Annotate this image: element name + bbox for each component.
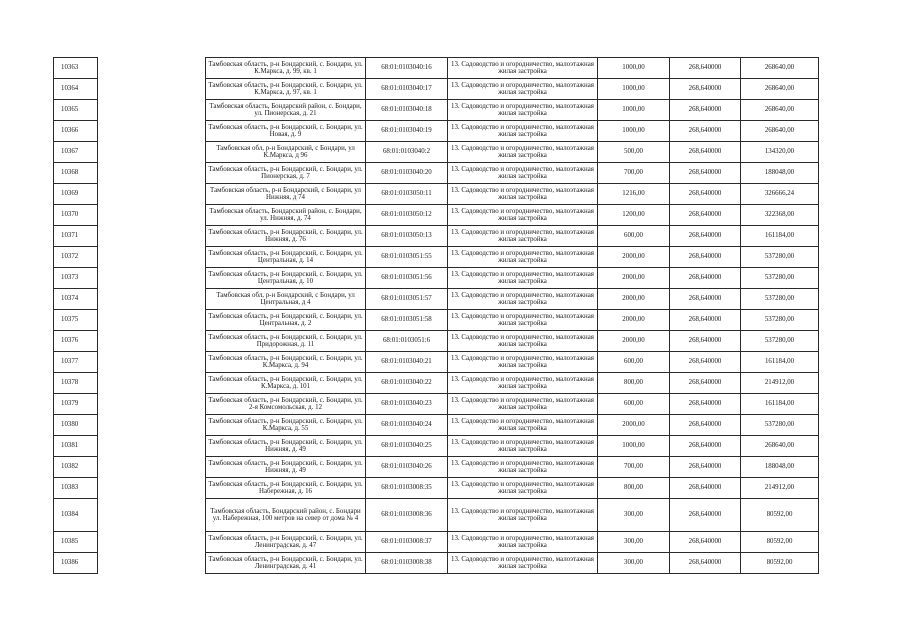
cadastral-value-cell: 161184,00 [741,226,819,247]
row-number-cell: 10383 [54,478,98,499]
row-number-cell: 10376 [54,331,98,352]
empty-gap-cell [98,121,206,142]
address-cell: Тамбовская область, р-н Бондарский, с. Бондари, ул. Ленинградская, д. 41 [206,553,366,574]
address-cell: Тамбовская область, р-н Бондарский, с. Бондари, ул. К.Маркса, д. 99, кв. 1 [206,58,366,79]
permitted-use-cell: 13. Садоводство и огородничество, малоэтажная жилая застройка [448,289,598,310]
area-cell: 700,00 [598,457,670,478]
address-cell: Тамбовская область, р-н Бондарский, с. Бондари, ул. Пионерская, д. 7 [206,163,366,184]
area-cell: 2000,00 [598,289,670,310]
empty-gap-cell [98,226,206,247]
table-row [54,394,819,415]
table-row [54,184,819,205]
area-cell: 600,00 [598,394,670,415]
empty-gap-cell [98,532,206,553]
row-number-cell: 10369 [54,184,98,205]
table-row [54,499,819,532]
specific-value-cell: 268,640000 [670,394,741,415]
area-cell: 300,00 [598,532,670,553]
table-row [54,100,819,121]
table-row [54,436,819,457]
permitted-use-cell: 13. Садоводство и огородничество, малоэтажная жилая застройка [448,247,598,268]
row-number-cell: 10378 [54,373,98,394]
specific-value-cell: 268,640000 [670,478,741,499]
specific-value-cell: 268,640000 [670,79,741,100]
specific-value-cell: 268,640000 [670,121,741,142]
row-number-cell: 10374 [54,289,98,310]
permitted-use-cell: 13. Садоводство и огородничество, малоэтажная жилая застройка [448,100,598,121]
cadastral-value-cell: 537280,00 [741,331,819,352]
cadastral-value-cell: 80592,00 [741,532,819,553]
specific-value-cell: 268,640000 [670,142,741,163]
cadastral-number-cell: 68:01:0103008:36 [366,499,448,532]
permitted-use-cell: 13. Садоводство и огородничество, малоэтажная жилая застройка [448,331,598,352]
row-number-cell: 10384 [54,499,98,532]
area-cell: 2000,00 [598,310,670,331]
empty-gap-cell [98,205,206,226]
area-cell: 1000,00 [598,121,670,142]
row-number-cell: 10363 [54,58,98,79]
row-number-cell: 10377 [54,352,98,373]
area-cell: 2000,00 [598,415,670,436]
specific-value-cell: 268,640000 [670,415,741,436]
cadastral-value-cell: 80592,00 [741,553,819,574]
cadastral-number-cell: 68:01:0103051:6 [366,331,448,352]
area-cell: 2000,00 [598,331,670,352]
address-cell: Тамбовская область, р-н Бондарский, с. Бондари, ул. К.Маркса, д. 101 [206,373,366,394]
empty-gap-cell [98,457,206,478]
cadastral-value-cell: 268640,00 [741,58,819,79]
permitted-use-cell: 13. Садоводство и огородничество, малоэтажная жилая застройка [448,478,598,499]
row-number-cell: 10375 [54,310,98,331]
row-number-cell: 10385 [54,532,98,553]
row-number-cell: 10380 [54,415,98,436]
specific-value-cell: 268,640000 [670,247,741,268]
area-cell: 1000,00 [598,79,670,100]
permitted-use-cell: 13. Садоводство и огородничество, малоэтажная жилая застройка [448,553,598,574]
cadastral-value-cell: 326666,24 [741,184,819,205]
cadastral-number-cell: 68:01:0103040:22 [366,373,448,394]
address-cell: Тамбовская область, Бондарский район, с. Бондари, ул. Нижняя, д. 74 [206,205,366,226]
cadastral-value-cell: 537280,00 [741,247,819,268]
table-row [54,205,819,226]
area-cell: 800,00 [598,478,670,499]
area-cell: 600,00 [598,226,670,247]
empty-gap-cell [98,478,206,499]
cadastral-value-cell: 268640,00 [741,79,819,100]
area-cell: 800,00 [598,373,670,394]
area-cell: 1216,00 [598,184,670,205]
table-row [54,532,819,553]
table-row [54,553,819,574]
address-cell: Тамбовская область, р-н Бондарский, с. Бондари, ул. Набережная, д. 16 [206,478,366,499]
cadastral-number-cell: 68:01:0103008:37 [366,532,448,553]
table-row [54,226,819,247]
address-cell: Тамбовская обл, р-н Бондарский, с Бондари, ул Центральная, д 4 [206,289,366,310]
cadastral-number-cell: 68:01:0103040:17 [366,79,448,100]
address-cell: Тамбовская область, р-н Бондарский, с. Бондари, ул. 2-я Комсомольская, д. 12 [206,394,366,415]
address-cell: Тамбовская область, р-н Бондарский, с. Бондари, ул. К.Маркса, д. 97, кв. 1 [206,79,366,100]
address-cell: Тамбовская область, Бондарский район, с. Бондари ул. Набережная, 100 метров на север от дома № 4 [206,499,366,532]
cadastral-number-cell: 68:01:0103051:57 [366,289,448,310]
cadastral-number-cell: 68:01:0103050:11 [366,184,448,205]
specific-value-cell: 268,640000 [670,268,741,289]
cadastral-value-cell: 268640,00 [741,436,819,457]
address-cell: Тамбовская область, р-н Бондарский, с. Бондари, ул. Новая, д. 9 [206,121,366,142]
cadastral-number-cell: 68:01:0103040:25 [366,436,448,457]
empty-gap-cell [98,331,206,352]
specific-value-cell: 268,640000 [670,373,741,394]
address-cell: Тамбовская обл, р-н Бондарский, с Бондари, ул К.Маркса, д 96 [206,142,366,163]
row-number-cell: 10382 [54,457,98,478]
empty-gap-cell [98,436,206,457]
cadastral-number-cell: 68:01:0103051:56 [366,268,448,289]
permitted-use-cell: 13. Садоводство и огородничество, малоэтажная жилая застройка [448,457,598,478]
area-cell: 1200,00 [598,205,670,226]
address-cell: Тамбовская область, р-н Бондарский, с. Бондари, ул. Ленинградская, д. 47 [206,532,366,553]
cadastral-number-cell: 68:01:0103040:23 [366,394,448,415]
empty-gap-cell [98,184,206,205]
row-number-cell: 10386 [54,553,98,574]
specific-value-cell: 268,640000 [670,331,741,352]
area-cell: 600,00 [598,352,670,373]
specific-value-cell: 268,640000 [670,163,741,184]
address-cell: Тамбовская область, р-н Бондарский, с. Бондари, ул. Нижняя, д. 76 [206,226,366,247]
table-row [54,289,819,310]
permitted-use-cell: 13. Садоводство и огородничество, малоэтажная жилая застройка [448,436,598,457]
specific-value-cell: 268,640000 [670,310,741,331]
cadastral-value-cell: 537280,00 [741,310,819,331]
table-row [54,478,819,499]
row-number-cell: 10370 [54,205,98,226]
permitted-use-cell: 13. Садоводство и огородничество, малоэтажная жилая застройка [448,205,598,226]
permitted-use-cell: 13. Садоводство и огородничество, малоэтажная жилая застройка [448,121,598,142]
cadastral-value-cell: 80592,00 [741,499,819,532]
row-number-cell: 10368 [54,163,98,184]
row-number-cell: 10381 [54,436,98,457]
table-row [54,268,819,289]
empty-gap-cell [98,289,206,310]
area-cell: 1000,00 [598,100,670,121]
permitted-use-cell: 13. Садоводство и огородничество, малоэтажная жилая застройка [448,532,598,553]
empty-gap-cell [98,268,206,289]
table-row [54,247,819,268]
permitted-use-cell: 13. Садоводство и огородничество, малоэтажная жилая застройка [448,268,598,289]
table-row [54,163,819,184]
address-cell: Тамбовская область, р-н Бондарский, с. Бондари, ул. Центральная, д. 14 [206,247,366,268]
specific-value-cell: 268,640000 [670,553,741,574]
specific-value-cell: 268,640000 [670,100,741,121]
permitted-use-cell: 13. Садоводство и огородничество, малоэтажная жилая застройка [448,79,598,100]
specific-value-cell: 268,640000 [670,289,741,310]
row-number-cell: 10365 [54,100,98,121]
table-row [54,310,819,331]
row-number-cell: 10364 [54,79,98,100]
area-cell: 500,00 [598,142,670,163]
specific-value-cell: 268,640000 [670,499,741,532]
row-number-cell: 10366 [54,121,98,142]
cadastral-number-cell: 68:01:0103051:58 [366,310,448,331]
row-number-cell: 10372 [54,247,98,268]
empty-gap-cell [98,79,206,100]
permitted-use-cell: 13. Садоводство и огородничество, малоэтажная жилая застройка [448,226,598,247]
cadastral-value-cell: 322368,00 [741,205,819,226]
cadastral-value-cell: 214912,00 [741,478,819,499]
cadastral-value-cell: 188048,00 [741,163,819,184]
cadastral-value-cell: 188048,00 [741,457,819,478]
cadastral-number-cell: 68:01:0103050:12 [366,205,448,226]
table-row [54,121,819,142]
empty-gap-cell [98,415,206,436]
permitted-use-cell: 13. Садоводство и огородничество, малоэтажная жилая застройка [448,394,598,415]
address-cell: Тамбовская область, Бондарский район, с. Бондари, ул. Пионерская, д. 21 [206,100,366,121]
cadastral-number-cell: 68:01:0103040:2 [366,142,448,163]
table-row [54,415,819,436]
cadastral-value-cell: 268640,00 [741,121,819,142]
row-number-cell: 10367 [54,142,98,163]
address-cell: Тамбовская область, р-н Бондарский, с. Бондари, ул. Центральная, д. 10 [206,268,366,289]
table-row [54,352,819,373]
specific-value-cell: 268,640000 [670,457,741,478]
area-cell: 1000,00 [598,58,670,79]
address-cell: Тамбовская область, р-н Бондарский, с. Бондари, ул. Придорожная, д. 11 [206,331,366,352]
empty-gap-cell [98,499,206,532]
permitted-use-cell: 13. Садоводство и огородничество, малоэтажная жилая застройка [448,184,598,205]
address-cell: Тамбовская область, р-н Бондарский, с Бондари, ул Нижняя, д 74 [206,184,366,205]
specific-value-cell: 268,640000 [670,532,741,553]
area-cell: 2000,00 [598,268,670,289]
empty-gap-cell [98,163,206,184]
land-registry-table [53,57,819,574]
cadastral-number-cell: 68:01:0103040:21 [366,352,448,373]
cadastral-number-cell: 68:01:0103040:26 [366,457,448,478]
table-row [54,373,819,394]
permitted-use-cell: 13. Садоводство и огородничество, малоэтажная жилая застройка [448,373,598,394]
permitted-use-cell: 13. Садоводство и огородничество, малоэтажная жилая застройка [448,310,598,331]
table-row [54,58,819,79]
table-row [54,331,819,352]
permitted-use-cell: 13. Садоводство и огородничество, малоэтажная жилая застройка [448,58,598,79]
cadastral-number-cell: 68:01:0103040:19 [366,121,448,142]
cadastral-value-cell: 161184,00 [741,394,819,415]
permitted-use-cell: 13. Садоводство и огородничество, малоэтажная жилая застройка [448,415,598,436]
empty-gap-cell [98,352,206,373]
address-cell: Тамбовская область, р-н Бондарский, с. Бондари, ул. К.Маркса, д. 94 [206,352,366,373]
cadastral-value-cell: 537280,00 [741,415,819,436]
cadastral-value-cell: 214912,00 [741,373,819,394]
empty-gap-cell [98,394,206,415]
cadastral-number-cell: 68:01:0103050:13 [366,226,448,247]
cadastral-number-cell: 68:01:0103008:35 [366,478,448,499]
address-cell: Тамбовская область, р-н Бондарский, с. Бондари, ул. Нижняя, д. 49 [206,457,366,478]
row-number-cell: 10373 [54,268,98,289]
address-cell: Тамбовская область, р-н Бондарский, с. Бондари, ул. К.Маркса, д. 55 [206,415,366,436]
cadastral-number-cell: 68:01:0103040:18 [366,100,448,121]
area-cell: 1000,00 [598,436,670,457]
area-cell: 300,00 [598,553,670,574]
specific-value-cell: 268,640000 [670,352,741,373]
table-row [54,457,819,478]
permitted-use-cell: 13. Садоводство и огородничество, малоэтажная жилая застройка [448,142,598,163]
cadastral-value-cell: 134320,00 [741,142,819,163]
specific-value-cell: 268,640000 [670,184,741,205]
cadastral-value-cell: 268640,00 [741,100,819,121]
empty-gap-cell [98,58,206,79]
permitted-use-cell: 13. Садоводство и огородничество, малоэтажная жилая застройка [448,499,598,532]
cadastral-value-cell: 537280,00 [741,268,819,289]
address-cell: Тамбовская область, р-н Бондарский, с. Бондари, ул. Нижняя, д. 49 [206,436,366,457]
cadastral-value-cell: 161184,00 [741,352,819,373]
empty-gap-cell [98,142,206,163]
table-row [54,142,819,163]
empty-gap-cell [98,373,206,394]
specific-value-cell: 268,640000 [670,226,741,247]
area-cell: 700,00 [598,163,670,184]
table-row [54,79,819,100]
permitted-use-cell: 13. Садоводство и огородничество, малоэтажная жилая застройка [448,352,598,373]
address-cell: Тамбовская область, р-н Бондарский, с. Бондари, ул. Центральная, д. 2 [206,310,366,331]
area-cell: 300,00 [598,499,670,532]
table-body [54,58,819,574]
row-number-cell: 10371 [54,226,98,247]
permitted-use-cell: 13. Садоводство и огородничество, малоэтажная жилая застройка [448,163,598,184]
cadastral-number-cell: 68:01:0103051:55 [366,247,448,268]
specific-value-cell: 268,640000 [670,205,741,226]
cadastral-number-cell: 68:01:0103008:38 [366,553,448,574]
row-number-cell: 10379 [54,394,98,415]
specific-value-cell: 268,640000 [670,436,741,457]
empty-gap-cell [98,247,206,268]
cadastral-number-cell: 68:01:0103040:20 [366,163,448,184]
specific-value-cell: 268,640000 [670,58,741,79]
cadastral-number-cell: 68:01:0103040:16 [366,58,448,79]
cadastral-number-cell: 68:01:0103040:24 [366,415,448,436]
empty-gap-cell [98,553,206,574]
cadastral-value-cell: 537280,00 [741,289,819,310]
area-cell: 2000,00 [598,247,670,268]
empty-gap-cell [98,310,206,331]
empty-gap-cell [98,100,206,121]
